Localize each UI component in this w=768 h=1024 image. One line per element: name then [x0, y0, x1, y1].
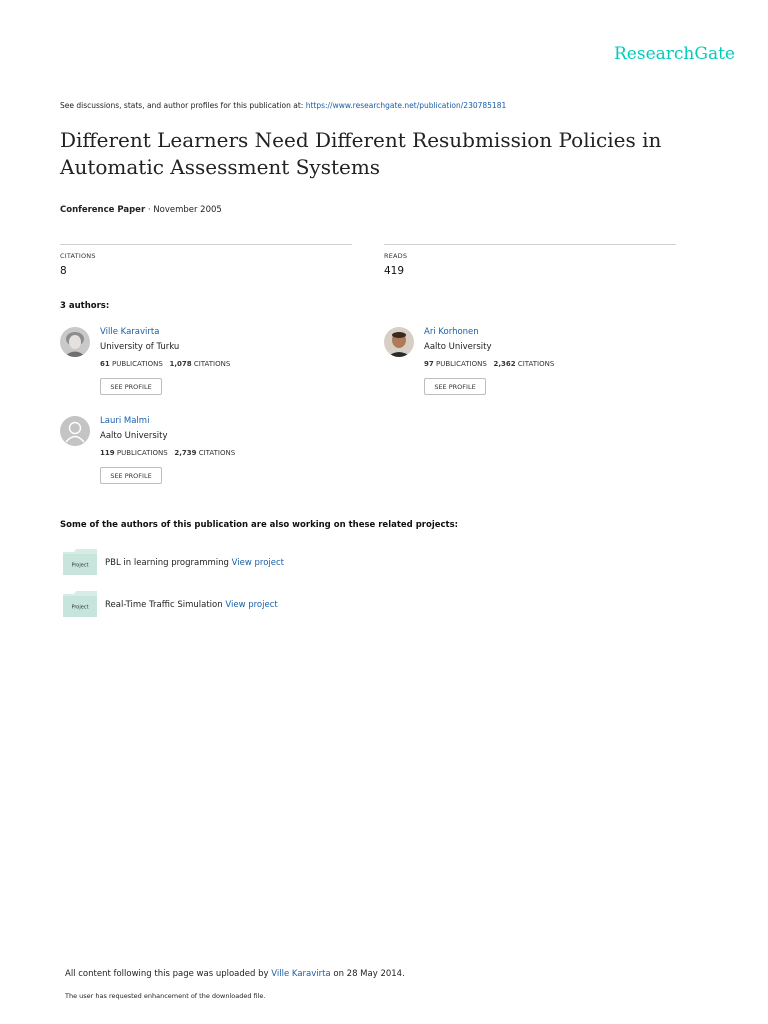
paper-type: Conference Paper [60, 205, 146, 215]
author-stats: 61 PUBLICATIONS 1,078 CITATIONS [100, 360, 231, 368]
discussion-text: See discussions, stats, and author profiles for this publication at: [60, 101, 306, 110]
see-profile-button[interactable]: SEE PROFILE [100, 378, 162, 395]
author-photo-icon[interactable] [60, 327, 90, 357]
project-item [105, 600, 278, 610]
author-affiliation: Aalto University [424, 342, 492, 352]
authors-heading: 3 authors: [60, 301, 110, 311]
author-stats: 97 PUBLICATIONS 2,362 CITATIONS [424, 360, 555, 368]
author-name-link[interactable]: Lauri Malmi [100, 416, 150, 426]
view-project-link[interactable]: View project [231, 558, 285, 568]
upload-notice: All content following this page was uploaded by Ville Karavirta on 28 May 2014. [65, 969, 405, 979]
meta-separator: · [145, 205, 154, 215]
enhancement-note: The user has requested enhancement of the downloaded file. [65, 992, 266, 1000]
reads-divider [384, 244, 676, 245]
paper-title: Different Learners Need Different Resubmission Policies in Automatic Assessment Systems [60, 128, 662, 179]
publication-url-link[interactable]: https://www.researchgate.net/publication/230785181 [305, 101, 507, 110]
project-item [105, 558, 284, 568]
project-name: Real-Time Traffic Simulation [105, 600, 226, 610]
uploader-link[interactable]: Ville Karavirta [271, 969, 331, 979]
researchgate-logo[interactable]: ResearchGate [614, 44, 735, 64]
see-profile-button[interactable]: SEE PROFILE [424, 378, 486, 395]
reads-label: READS [384, 252, 408, 260]
svg-text:Project: Project [71, 562, 89, 569]
author-affiliation: University of Turku [100, 342, 180, 352]
citations-divider [60, 244, 352, 245]
paper-meta [60, 205, 222, 215]
see-profile-button[interactable]: SEE PROFILE [100, 467, 162, 484]
related-projects-heading: Some of the authors of this publication are also working on these related projects: [60, 520, 459, 530]
reads-value: 419 [384, 265, 405, 277]
author-name-link[interactable]: Ville Karavirta [100, 327, 160, 337]
author-stats: 119 PUBLICATIONS 2,739 CITATIONS [100, 449, 236, 457]
project-folder-icon [63, 591, 97, 617]
view-project-link[interactable]: View project [225, 600, 278, 610]
discussion-line [60, 101, 506, 110]
citations-label: CITATIONS [60, 252, 96, 260]
author-affiliation: Aalto University [100, 431, 168, 441]
paper-date: November 2005 [153, 205, 222, 215]
author-name-link[interactable]: Ari Korhonen [424, 327, 479, 337]
project-folder-icon [63, 549, 97, 575]
svg-text:Project: Project [71, 604, 89, 611]
citations-value: 8 [60, 265, 67, 277]
author-photo-icon[interactable] [384, 327, 414, 357]
project-name: PBL in learning programming [105, 558, 232, 568]
default-avatar-icon[interactable] [60, 416, 90, 446]
